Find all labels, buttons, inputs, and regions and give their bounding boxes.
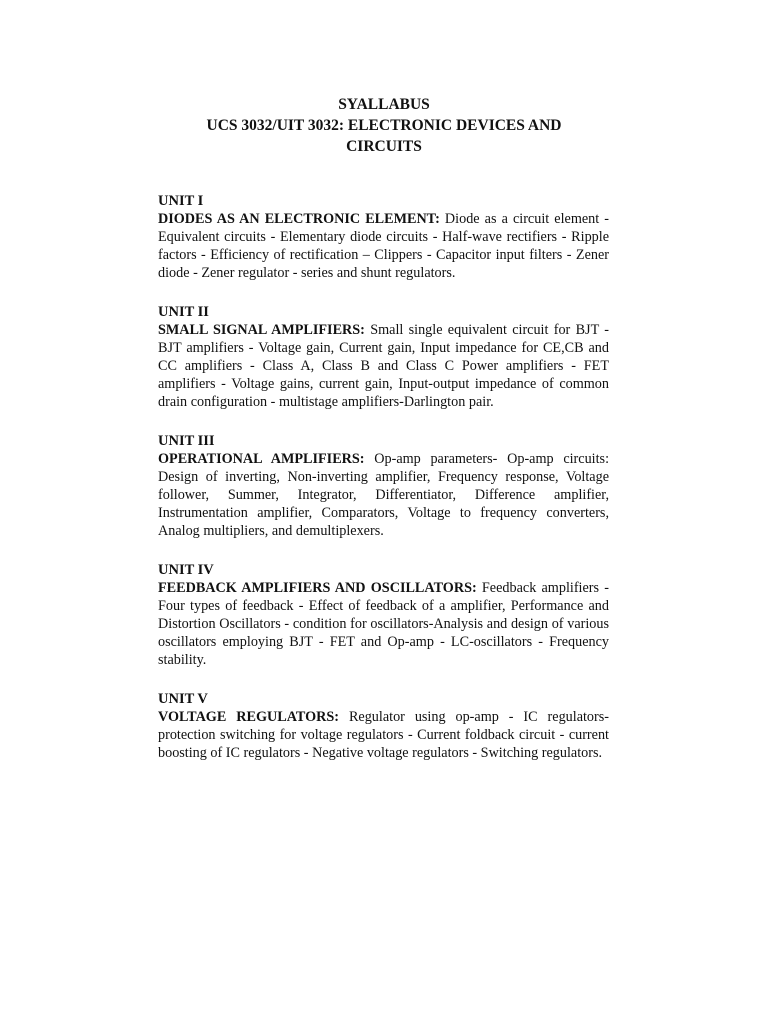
unit-section-5 xyxy=(158,690,609,762)
unit-label: UNIT V xyxy=(158,691,208,707)
unit-text: Diode as a circuit element - Equivalent circuits - Elementary diode circuits - Half-wave rectifiers - Ripple factors - Efficiency of rectification – Clippers - Capacitor input filters - Zener diode - Zener regulator - series and shunt regulators. xyxy=(158,211,610,281)
document-header xyxy=(0,94,768,157)
course-title-line-1: UCS 3032/UIT 3032: ELECTRONIC DEVICES AND xyxy=(206,117,562,134)
unit-label: UNIT IV xyxy=(158,562,214,578)
unit-label: UNIT III xyxy=(158,433,215,449)
unit-section-2 xyxy=(158,303,609,411)
unit-section-3 xyxy=(158,432,609,540)
unit-heading: DIODES AS AN ELECTRONIC ELEMENT: xyxy=(158,211,440,227)
unit-text: Feedback amplifiers - Four types of feedback - Effect of feedback of a amplifier, Performance and Distortion Oscillators - condition for oscillators-Analysis and design of various oscillators employing BJT - FET and Op-amp - LC-oscillators - Frequency stability. xyxy=(158,580,609,668)
unit-body xyxy=(158,708,609,762)
unit-text: Regulator using op-amp - IC regulators-protection switching for voltage regulators - Current foldback circuit - current boosting of IC regulators - Negative voltage regulators - Switching regulators. xyxy=(158,709,609,761)
unit-label: UNIT II xyxy=(158,304,209,320)
unit-text: Small single equivalent circuit for BJT - BJT amplifiers - Voltage gain, Current gain, Input impedance for CE,CB and CC amplifiers - Class A, Class B and Class C Power amplifiers - FET amplifiers - Voltage gains, current gain, Input-output impedance of common drain configuration - multistage amplifiers-Darlington pair. xyxy=(158,322,609,410)
unit-body xyxy=(158,321,609,411)
unit-heading: SMALL SIGNAL AMPLIFIERS: xyxy=(158,322,365,338)
unit-heading: VOLTAGE REGULATORS: xyxy=(158,709,339,725)
unit-heading: FEEDBACK AMPLIFIERS AND OSCILLATORS: xyxy=(158,580,477,596)
unit-label: UNIT I xyxy=(158,193,204,209)
syllabus-units xyxy=(158,192,609,783)
unit-body xyxy=(158,210,609,282)
document-title: SYALLABUS xyxy=(338,96,430,113)
unit-section-4 xyxy=(158,561,609,669)
unit-section-1 xyxy=(158,192,609,282)
unit-body xyxy=(158,579,609,669)
course-title-line-2: CIRCUITS xyxy=(346,138,422,155)
unit-text: Op-amp parameters- Op-amp circuits: Design of inverting, Non-inverting amplifier, Frequency response, Voltage follower, Summer, Integrator, Differentiator, Difference amplifier, Instrumentation amplifier, Comparators, Voltage to frequency converters, Analog multipliers, and demultiplexers. xyxy=(158,451,610,539)
unit-body xyxy=(158,450,609,540)
unit-heading: OPERATIONAL AMPLIFIERS: xyxy=(158,451,365,467)
